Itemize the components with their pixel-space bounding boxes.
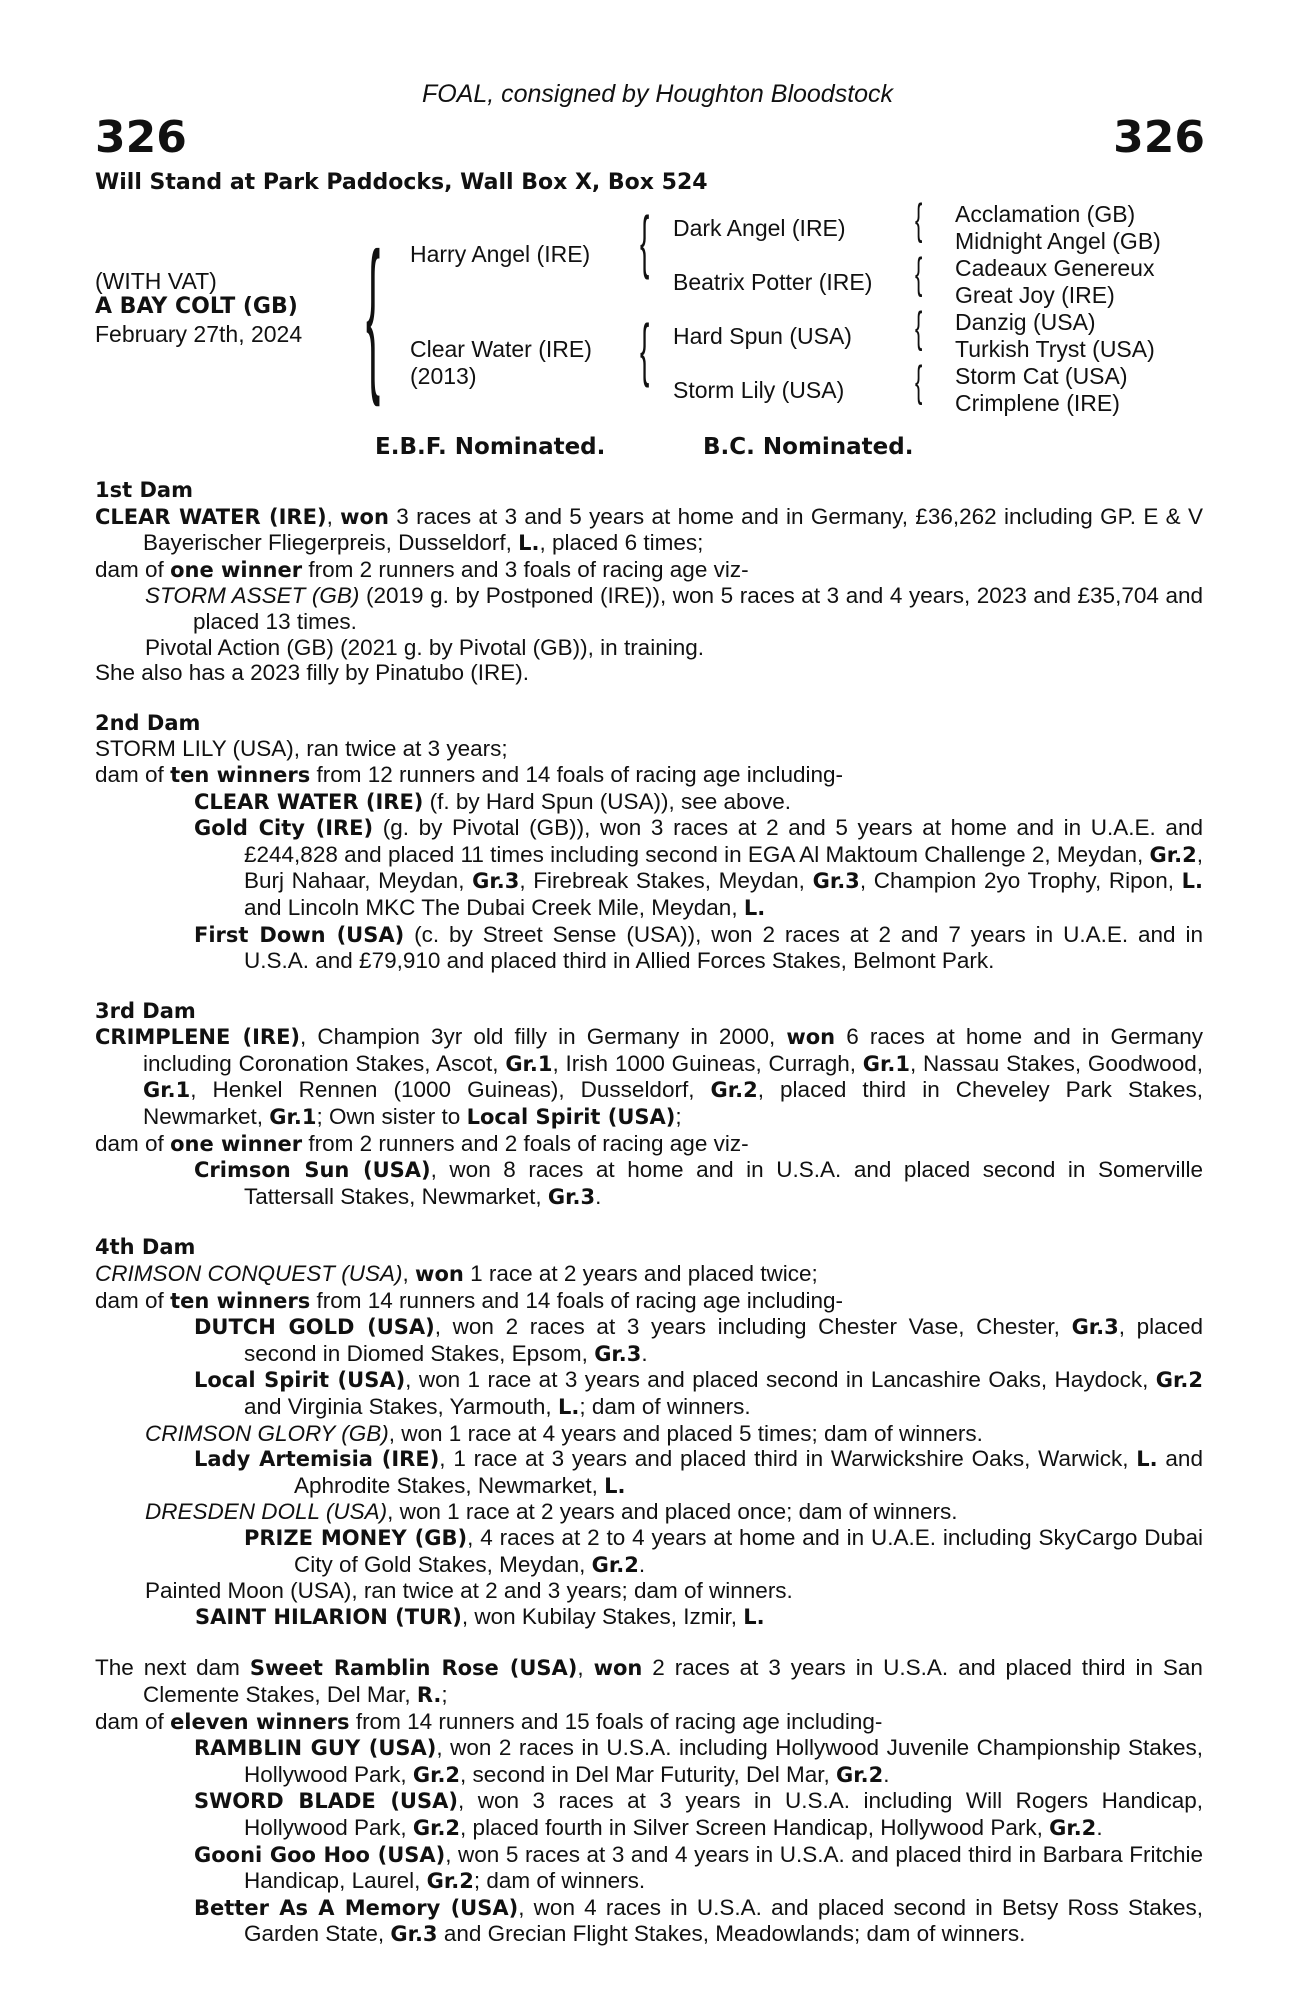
horse-name: A BAY COLT (GB) <box>95 294 298 319</box>
dam-record: CRIMSON CONQUEST (USA), won 1 race at 2 years and placed twice; <box>95 1261 818 1287</box>
offspring-entry: DUTCH GOLD (USA), won 2 races at 3 years including Chester Vase, Chester, Gr.3, placed second in Diomed Stakes, Epsom, Gr.3. <box>194 1314 1203 1366</box>
bc-nominated: B.C. Nominated. <box>703 434 914 460</box>
offspring-entry: STORM ASSET (GB) (2019 g. by Postponed (IRE)), won 5 races at 3 and 4 years, 2023 and £35,704 and placed 13 times. <box>145 583 1203 634</box>
pedigree-sire: Harry Angel (IRE) <box>410 241 591 267</box>
pedigree-sds: Cadeaux Genereux <box>955 255 1155 281</box>
pedigree-sss: Acclamation (GB) <box>955 201 1136 227</box>
produce-summary: dam of ten winners from 14 runners and 14 foals of racing age including- <box>95 1287 844 1313</box>
fourth-dam-section <box>95 1235 1203 1630</box>
first-dam-section <box>95 478 1203 686</box>
pedigree-dam-year: (2013) <box>410 363 477 389</box>
offspring-entry: Gold City (IRE) (g. by Pivotal (GB)), won 3 races at 2 and 5 years at home and in U.A.E. and £244,828 and placed 11 times including second in EGA Al Maktoum Challenge 2, Meydan, Gr.2, Burj Nahaar, Meydan, Gr.3, Firebreak Stakes, Meydan, Gr.3, Champion 2yo Trophy, Ripon, L. and Lincoln MKC The Dubai Creek Mile, Meydan, L. <box>194 815 1203 920</box>
pedigree-sdd: Great Joy (IRE) <box>955 282 1115 308</box>
offspring-entry: SWORD BLADE (USA), won 3 races at 3 years in U.S.A. including Will Rogers Handicap, Hollywood Park, Gr.2, placed fourth in Silver Screen Handicap, Hollywood Park, Gr.2. <box>194 1788 1204 1840</box>
produce-summary: dam of eleven winners from 14 runners and 15 foals of racing age including- <box>95 1708 883 1734</box>
pedigree-dam-dam: Storm Lily (USA) <box>673 377 845 403</box>
section-heading: 4th Dam <box>95 1235 196 1260</box>
pedigree-dss: Danzig (USA) <box>955 309 1096 335</box>
offspring-entry: DRESDEN DOLL (USA), won 1 race at 2 years and placed once; dam of winners. <box>145 1499 958 1525</box>
pedigree-dam-sire: Hard Spun (USA) <box>673 323 852 349</box>
stand-location: Will Stand at Park Paddocks, Wall Box X, Box 524 <box>95 170 708 195</box>
second-dam-section <box>95 711 1203 974</box>
dam-record: The next dam Sweet Ramblin Rose (USA), won 2 races at 3 years in U.S.A. and placed third in San Clemente Stakes, Del Mar, R.; <box>95 1655 1203 1707</box>
offspring-entry: CLEAR WATER (IRE) (f. by Hard Spun (USA)), see above. <box>194 788 792 814</box>
ebf-nominated: E.B.F. Nominated. <box>375 434 606 460</box>
dam-record: CRIMPLENE (IRE), Champion 3yr old filly in Germany in 2000, won 6 races at home and in Germany including Coronation Stakes, Ascot, Gr.1, Irish 1000 Guineas, Curragh, Gr.1, Nassau Stakes, Goodwood, Gr.1, Henkel Rennen (1000 Guineas), Dusseldorf, Gr.2, placed third in Cheveley Park Stakes, Newmarket, Gr.1; Own sister to Local Spirit (USA); <box>95 1024 1203 1130</box>
offspring-entry: RAMBLIN GUY (USA), won 2 races in U.S.A. including Hollywood Juvenile Championship Stakes, Hollywood Park, Gr.2, second in Del Mar Futurity, Del Mar, Gr.2. <box>194 1735 1203 1787</box>
section-heading: 3rd Dam <box>95 998 196 1023</box>
consignment-line: FOAL, consigned by Houghton Bloodstock <box>421 80 894 108</box>
next-dam-section <box>95 1655 1203 1948</box>
pedigree-brace-sd: { <box>915 249 923 298</box>
pedigree-dds: Storm Cat (USA) <box>955 363 1128 389</box>
pedigree-sire-sire: Dark Angel (IRE) <box>673 215 846 241</box>
pedigree-brace-dd: { <box>915 357 923 406</box>
section-heading: 2nd Dam <box>95 710 201 735</box>
pedigree-brace-ss: { <box>915 195 923 244</box>
grand-offspring-entry: SAINT HILARION (TUR), won Kubilay Stakes, Izmir, L. <box>195 1603 765 1629</box>
produce-summary: dam of one winner from 2 runners and 3 foals of racing age viz- <box>95 556 749 582</box>
third-dam-section <box>95 999 1203 1211</box>
dam-record: STORM LILY (USA), ran twice at 3 years; <box>95 736 508 762</box>
pedigree-brace-main: { <box>366 218 381 408</box>
grand-offspring-entry: PRIZE MONEY (GB), 4 races at 2 to 4 years at home and in U.A.E. including SkyCargo Dubai City of Gold Stakes, Meydan, Gr.2. <box>244 1524 1203 1577</box>
offspring-entry: Painted Moon (USA), ran twice at 2 and 3 years; dam of winners. <box>145 1578 793 1604</box>
pedigree-sire-dam: Beatrix Potter (IRE) <box>673 269 873 295</box>
pedigree-dsd: Turkish Tryst (USA) <box>955 336 1155 362</box>
grand-offspring-entry: Lady Artemisia (IRE), 1 race at 3 years and placed third in Warwickshire Oaks, Warwick, L. and Aphrodite Stakes, Newmarket, L. <box>194 1446 1203 1498</box>
offspring-entry: Pivotal Action (GB) (2021 g. by Pivotal (GB)), in training. <box>145 634 704 660</box>
pedigree-dam: Clear Water (IRE) <box>410 336 592 362</box>
produce-note: She also has a 2023 filly by Pinatubo (IRE). <box>95 660 529 686</box>
lot-number-right: 326 <box>1113 112 1205 163</box>
pedigree-brace-ds: { <box>915 303 923 352</box>
catalogue-body <box>95 478 1203 1948</box>
produce-summary: dam of one winner from 2 runners and 2 foals of racing age viz- <box>95 1130 749 1156</box>
pedigree-ddd: Crimplene (IRE) <box>955 390 1120 416</box>
horse-dob: February 27th, 2024 <box>95 321 303 347</box>
offspring-entry: CRIMSON GLORY (GB), won 1 race at 4 years and placed 5 times; dam of winners. <box>145 1420 983 1446</box>
offspring-entry: Local Spirit (USA), won 1 race at 3 years and placed second in Lancashire Oaks, Haydock, Gr.2 and Virginia Stakes, Yarmouth, L.; dam of winners. <box>194 1367 1203 1419</box>
offspring-entry: Crimson Sun (USA), won 8 races at home and in U.S.A. and placed second in Somerville Tattersall Stakes, Newmarket, Gr.3. <box>194 1157 1204 1209</box>
dam-record: CLEAR WATER (IRE), won 3 races at 3 and 5 years at home and in Germany, £36,262 including GP. E & V Bayerischer Fliegerpreis, Dusseldorf, L., placed 6 times; <box>95 503 1204 556</box>
pedigree-brace-dam: { <box>640 310 650 388</box>
vat-note: (WITH VAT) <box>95 268 217 294</box>
offspring-entry: Better As A Memory (USA), won 4 races in U.S.A. and placed second in Betsy Ross Stakes, Garden State, Gr.3 and Grecian Flight Stakes, Meadowlands; dam of winners. <box>194 1894 1203 1947</box>
produce-summary: dam of ten winners from 12 runners and 14 foals of racing age including- <box>95 761 844 787</box>
offspring-entry: Gooni Goo Hoo (USA), won 5 races at 3 and 4 years in U.S.A. and placed third in Barbara Fritchie Handicap, Laurel, Gr.2; dam of winners. <box>194 1841 1203 1894</box>
offspring-entry: First Down (USA) (c. by Street Sense (USA)), won 2 races at 2 and 7 years in U.A.E. and in U.S.A. and £79,910 and placed third in Allied Forces Stakes, Belmont Park. <box>194 921 1203 974</box>
pedigree-ssd: Midnight Angel (GB) <box>955 228 1161 254</box>
section-heading: 1st Dam <box>95 478 193 502</box>
pedigree-brace-sire: { <box>640 202 650 280</box>
lot-number-left: 326 <box>95 112 187 163</box>
